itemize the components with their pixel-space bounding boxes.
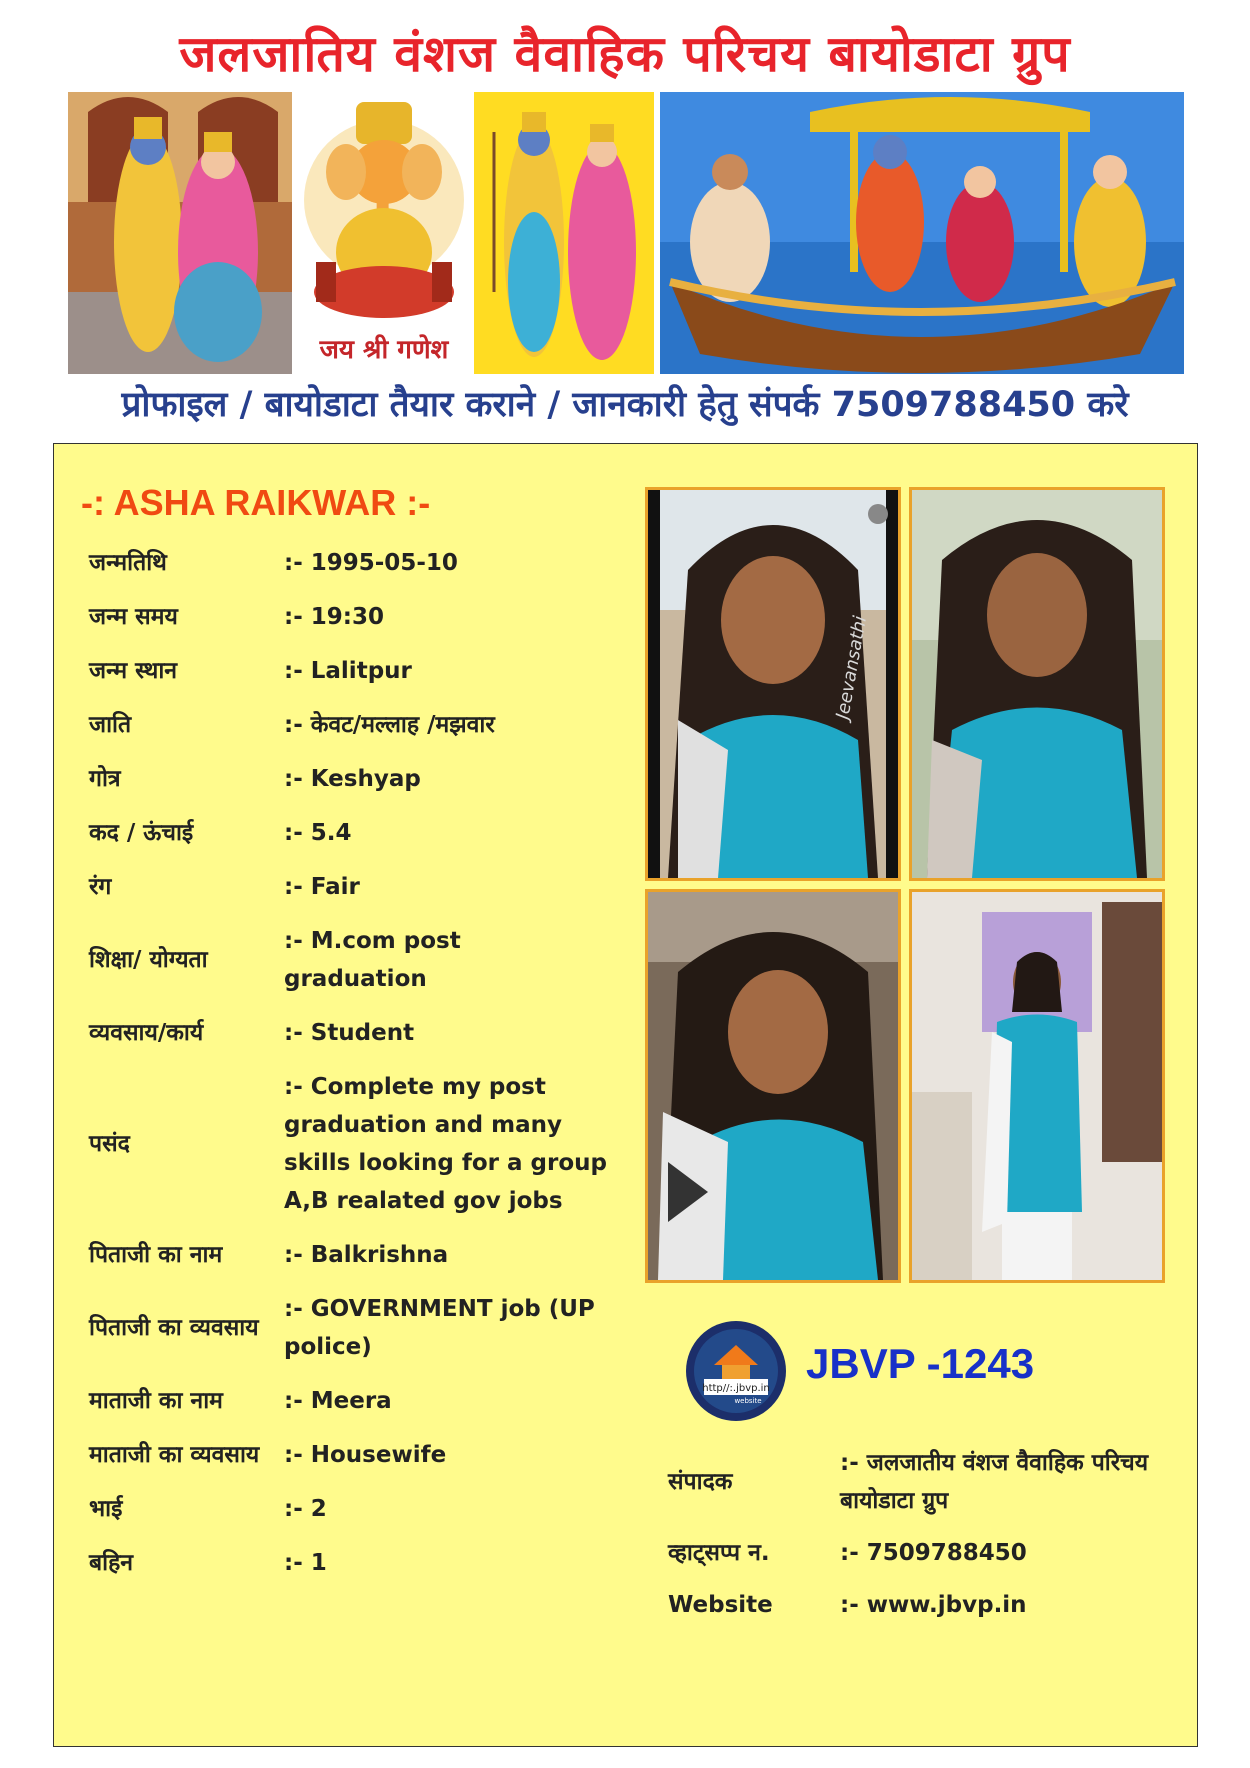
- profile-photo-2: [909, 487, 1165, 881]
- detail-value: :- केवट/मल्लाह /मझवार: [284, 712, 495, 738]
- detail-row: [89, 598, 609, 636]
- detail-value: :- M.com post graduation: [284, 928, 461, 992]
- detail-row: [89, 1544, 609, 1582]
- detail-label: गोत्र: [89, 766, 121, 792]
- detail-label: शिक्षा/ योग्यता: [89, 947, 208, 973]
- banner-ram-sita-image: [68, 92, 292, 374]
- detail-row: [89, 1490, 609, 1528]
- whatsapp-number: :- 7509788450: [840, 1540, 1027, 1566]
- detail-value: :- 19:30: [284, 604, 384, 630]
- profile-photo-4: [909, 889, 1165, 1283]
- detail-label: बहिन: [89, 1550, 134, 1576]
- detail-row: [89, 1436, 609, 1474]
- detail-row: [89, 1382, 609, 1420]
- detail-value: :- GOVERNMENT job (UP police): [284, 1296, 595, 1360]
- detail-row: [89, 1290, 609, 1366]
- profile-photo-1: [645, 487, 901, 881]
- jeevansathi-watermark: Jeevansathi: [832, 614, 872, 721]
- logo-sub-text: website: [734, 1397, 762, 1405]
- detail-label: माताजी का नाम: [89, 1388, 223, 1414]
- contact-label: व्हाट्सप्प न.: [668, 1540, 770, 1566]
- details-list: [89, 544, 609, 1598]
- detail-row: [89, 1236, 609, 1274]
- banner-ram-sita-yellow-image: [474, 92, 654, 374]
- detail-row: [89, 814, 609, 852]
- contact-subtitle: प्रोफाइल / बायोडाटा तैयार कराने / जानकारी हेतु संपर्क 7509788450 करे: [121, 385, 1129, 425]
- detail-value: :- Balkrishna: [284, 1242, 449, 1268]
- detail-row: [89, 1068, 609, 1220]
- contact-value: :- जलजातीय वंशज वैवाहिक परिचय बायोडाटा ग्रुप: [840, 1450, 1149, 1514]
- detail-value: :- 1: [284, 1550, 327, 1576]
- website-link[interactable]: :- www.jbvp.in: [840, 1592, 1027, 1618]
- banner-ganesh-image: [298, 92, 470, 374]
- detail-label: व्यवसाय/कार्य: [89, 1020, 204, 1046]
- detail-value: :- 2: [284, 1496, 327, 1522]
- detail-row: [89, 1014, 609, 1052]
- detail-row: [89, 760, 609, 798]
- detail-value: :- Meera: [284, 1388, 392, 1414]
- detail-label: पसंद: [89, 1131, 130, 1157]
- detail-label: जन्मतिथि: [89, 550, 167, 576]
- detail-label: पिताजी का नाम: [89, 1242, 223, 1268]
- detail-row: [89, 706, 609, 744]
- contact-row: [668, 1534, 1168, 1572]
- contact-label: संपादक: [668, 1469, 733, 1495]
- contact-row: [668, 1586, 1168, 1624]
- detail-label: कद / ऊंचाई: [89, 820, 194, 846]
- detail-label: जन्म समय: [89, 604, 178, 630]
- detail-label: जन्म स्थान: [89, 658, 178, 684]
- detail-label: जाति: [89, 712, 132, 738]
- logo-url-text: http//:.jbvp.in: [702, 1383, 770, 1394]
- detail-label: रंग: [89, 874, 112, 900]
- detail-row: [89, 922, 609, 998]
- detail-value: :- 1995-05-10: [284, 550, 458, 576]
- header-title: जलजातिय वंशज वैवाहिक परिचय बायोडाटा ग्रुप: [179, 25, 1071, 83]
- contact-row: [668, 1444, 1168, 1520]
- profile-name: -: ASHA RAIKWAR :-: [81, 482, 431, 523]
- detail-row: [89, 544, 609, 582]
- detail-value: :- Keshyap: [284, 766, 421, 792]
- profile-code: JBVP -1243: [806, 1340, 1035, 1387]
- detail-label: भाई: [89, 1496, 123, 1522]
- biodata-card: [53, 443, 1198, 1747]
- detail-label: पिताजी का व्यवसाय: [89, 1315, 259, 1341]
- contact-block: [668, 1444, 1168, 1638]
- detail-value: :- 5.4: [284, 820, 352, 846]
- profile-photo-3: [645, 889, 901, 1283]
- jbvp-logo: [684, 1319, 788, 1423]
- detail-value: :- Student: [284, 1020, 415, 1046]
- detail-row: [89, 652, 609, 690]
- detail-label: माताजी का व्यवसाय: [89, 1442, 260, 1468]
- detail-value: :- Fair: [284, 874, 360, 900]
- banner-boat-scene-image: [660, 92, 1184, 374]
- detail-value: :- Lalitpur: [284, 658, 412, 684]
- detail-value: :- Housewife: [284, 1442, 447, 1468]
- detail-value: :- Complete my post graduation and many skills looking for a group A,B realated gov jobs: [284, 1074, 607, 1214]
- contact-label: Website: [668, 1592, 773, 1618]
- ganesh-caption: जय श्री गणेश: [319, 335, 449, 365]
- detail-row: [89, 868, 609, 906]
